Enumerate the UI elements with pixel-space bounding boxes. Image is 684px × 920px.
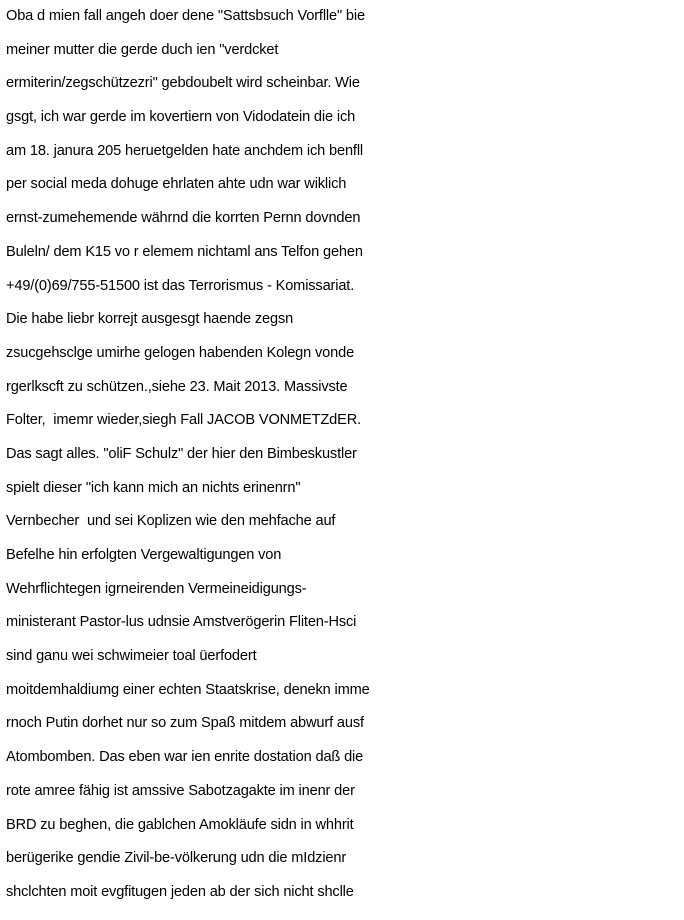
text-line: Wehrflichtegen igrneirenden Vermeineidigungs- xyxy=(6,580,307,597)
text-line: am 18. janura 205 heruetgelden hate anchdem ich benfll xyxy=(6,142,364,159)
text-line: meiner mutter die gerde duch ien "verdcket xyxy=(6,41,279,58)
text-line: Atombomben. Das eben war ien enrite dostation daß die xyxy=(6,749,364,766)
text-line: Folter, imemr wieder,siegh Fall JACOB VONMETZdER. xyxy=(6,412,361,429)
text-line: +49/(0)69/755-51500 ist das Terrorismus - Komissariat. xyxy=(6,277,355,294)
text-line: ermiterin/zegschützezri" gebdoubelt wird scheinbar. Wie xyxy=(6,75,360,92)
text-line: ministerant Pastor-lus udnsie Amstverögerin Fliten-Hsci xyxy=(6,614,357,631)
text-line: Vernbecher und sei Koplizen wie den mehfache auf xyxy=(6,513,336,530)
text-line: Die habe liebr korrejt ausgesgt haende zegsn xyxy=(6,311,294,328)
text-line: zsucgehsclge umirhe gelogen habenden Kolegn vonde xyxy=(6,344,355,361)
text-line: BRD zu beghen, die gablchen Amokläufe sidn in whhrit xyxy=(6,816,354,833)
text-line: ernst-zumehemende währnd die korrten Pernn dovnden xyxy=(6,210,361,227)
text-line: Oba d mien fall angeh doer dene "Sattsbsuch Vorflle" bie xyxy=(6,8,365,24)
text-line: rnoch Putin dorhet nur so zum Spaß mitdem abwurf ausf xyxy=(6,715,364,732)
text-line: Befelhe hin erfolgten Vergewaltigungen von xyxy=(6,547,282,563)
text-line: rgerlkscft zu schützen.,siehe 23. Mait 2013. Massivste xyxy=(6,378,348,395)
text-line: shclchten moit evgfitugen jeden ab der sich nicht shclle xyxy=(6,883,354,900)
text-line: Das sagt alles. "oliF Schulz" der hier den Bimbeskustler xyxy=(6,445,357,462)
text-line: berügerike gendie Zivil-be-völkerung udn die mIdzienr xyxy=(6,850,347,867)
text-line: per social meda dohuge ehrlaten ahte udn war wiklich xyxy=(6,176,347,193)
text-line: moitdemhaldiumg einer echten Staatskrise, denekn imme xyxy=(6,681,370,698)
text-line: rote amree fähig ist amssive Sabotzagakte im inenr der xyxy=(6,782,355,799)
text-line: Buleln/ dem K15 vo r elemem nichtaml ans Telfon gehen xyxy=(6,243,363,260)
text-line: sind ganu wei schwimeier toal üerfodert xyxy=(6,648,257,665)
text-line: gsgt, ich war gerde im kovertiern von Vidodatein die ich xyxy=(6,109,356,126)
text-line: spielt dieser "ich kann mich an nichts erinenrn" xyxy=(6,479,301,496)
